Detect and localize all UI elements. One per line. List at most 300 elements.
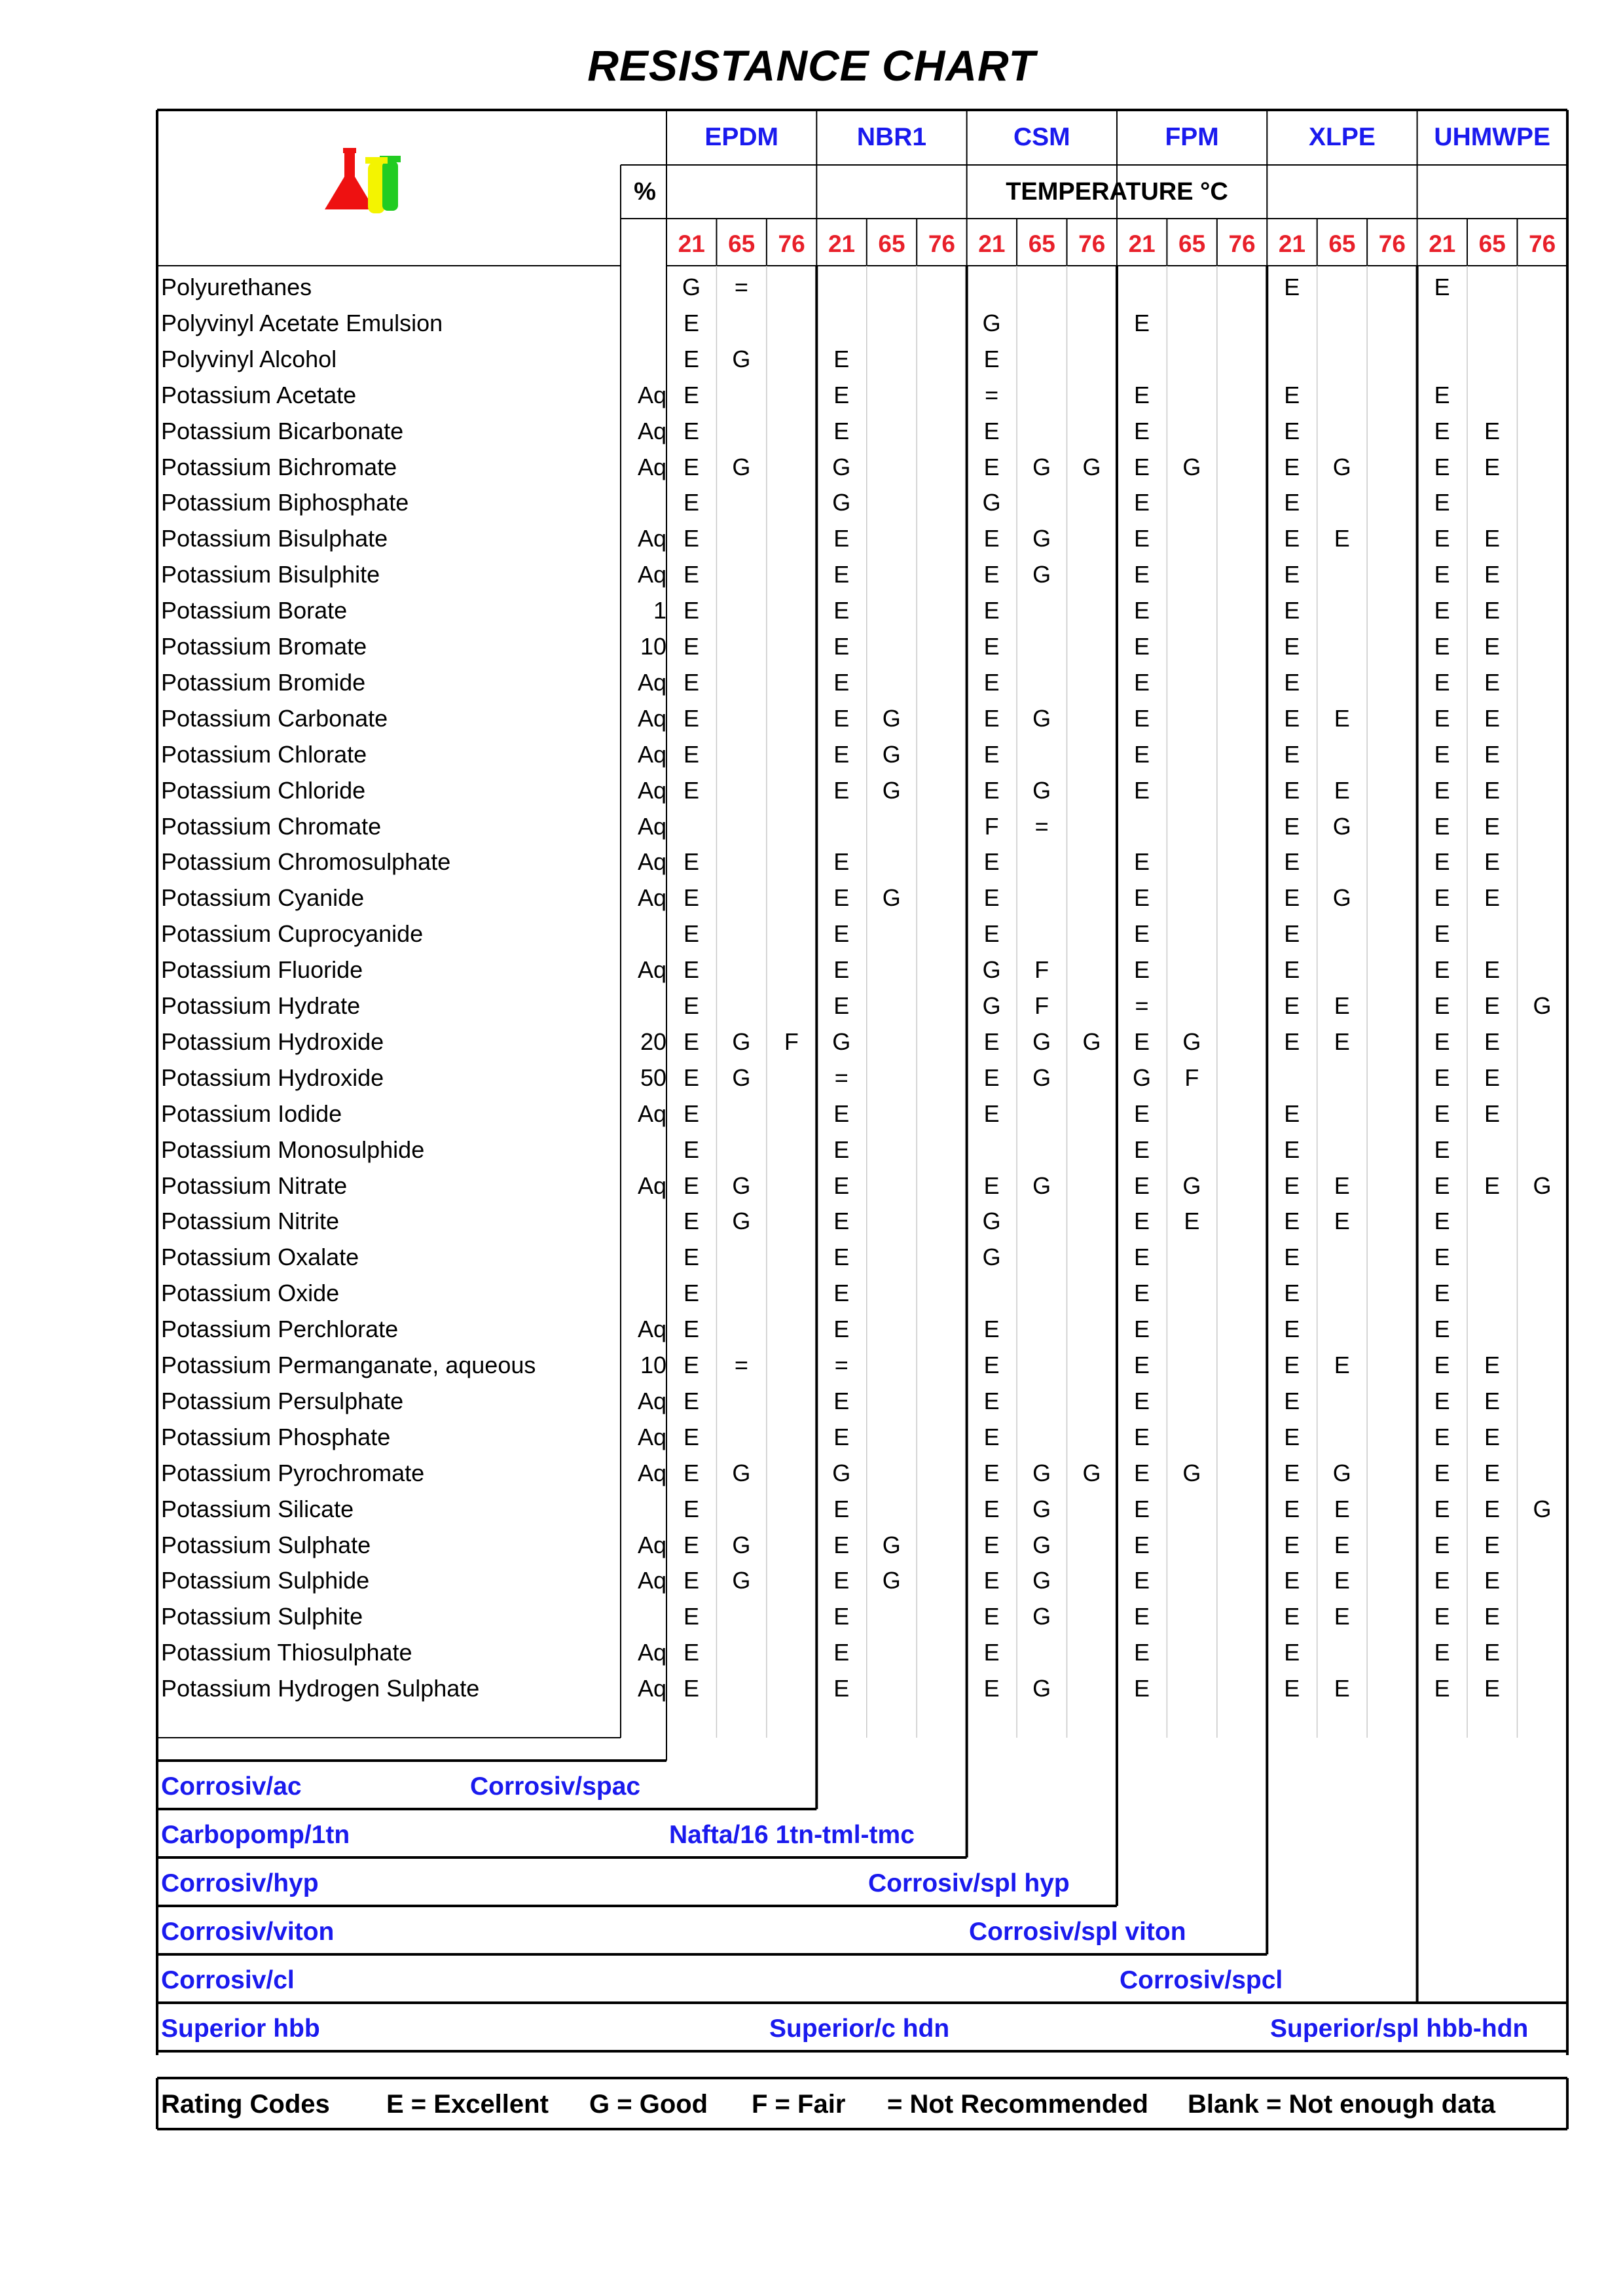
material-header-xlpe: XLPE (1308, 123, 1376, 151)
rating-cell: E (833, 1387, 850, 1414)
rating-cell: E (983, 740, 1000, 768)
rating-cell: E (1184, 1208, 1200, 1235)
rating-cell: E (833, 1280, 850, 1307)
chemical-name: Potassium Bicarbonate (161, 417, 404, 444)
rating-cell: G (1533, 1172, 1552, 1199)
rating-cell: E (1284, 1208, 1300, 1235)
rating-cell: E (1484, 668, 1501, 696)
rating-cell: E (1133, 525, 1150, 552)
rating-cell: G (1032, 453, 1051, 480)
rating-cell: E (1334, 1495, 1350, 1522)
rating-cell: E (983, 1352, 1000, 1378)
footer-code-label: Corrosiv/cl (161, 1966, 295, 1994)
rating-cell: = (1034, 812, 1049, 840)
rating-cell: E (1434, 704, 1450, 732)
rating-cell: E (1133, 956, 1150, 984)
rating-cell: E (683, 1316, 699, 1343)
rating-cell: E (983, 1316, 1000, 1343)
chemical-name: Potassium Bichromate (161, 453, 397, 480)
footer-code-label: Corrosiv/spac (470, 1772, 641, 1801)
rating-cell: E (1434, 1639, 1450, 1666)
temperature-subheader: 65 (1028, 230, 1055, 257)
chemical-name: Potassium Nitrite (161, 1208, 340, 1235)
chemical-name: Potassium Pyrochromate (161, 1459, 425, 1486)
rating-cell: E (1133, 1531, 1150, 1558)
rating-cell: E (683, 1028, 699, 1055)
concentration-cell: 10 (640, 633, 666, 660)
chemical-name: Polyvinyl Alcohol (161, 345, 337, 372)
rating-cell: E (1434, 1280, 1450, 1307)
temperature-subheader: 21 (678, 230, 705, 257)
rating-cell: E (983, 1064, 1000, 1091)
rating-cell: G (982, 1244, 1001, 1271)
rating-cell: G (732, 345, 751, 372)
rating-cell: E (1133, 417, 1150, 444)
rating-cell: E (1284, 1028, 1300, 1055)
rating-cell: E (983, 1387, 1000, 1414)
rating-cell: G (982, 992, 1001, 1019)
rating-cell: E (983, 920, 1000, 948)
rating-cell: E (1434, 1495, 1450, 1522)
rating-cell: E (1334, 1567, 1350, 1594)
chemical-name: Potassium Sulphide (161, 1567, 370, 1594)
rating-cell: E (1434, 1567, 1450, 1594)
rating-cell: G (682, 274, 701, 300)
rating-cell: E (983, 1028, 1000, 1055)
rating-cell: E (833, 417, 850, 444)
rating-cell: E (1434, 453, 1450, 480)
rating-cell: E (1284, 1567, 1300, 1594)
rating-cell: E (683, 1603, 699, 1630)
rating-cell: E (1133, 453, 1150, 480)
rating-cell: E (1484, 956, 1501, 984)
chemical-name: Potassium Sulphite (161, 1603, 363, 1630)
rating-cell: E (833, 992, 850, 1019)
rating-cell: E (683, 417, 699, 444)
rating-cell: E (1484, 812, 1501, 840)
chemical-name: Potassium Thiosulphate (161, 1639, 412, 1666)
rating-cell: G (882, 740, 901, 768)
rating-cell: E (1484, 1639, 1501, 1666)
rating-cell: E (1284, 489, 1300, 516)
rating-cell: G (882, 704, 901, 732)
rating-cell: E (1284, 1316, 1300, 1343)
rating-cell: E (683, 309, 699, 336)
rating-cell: G (1032, 1531, 1051, 1558)
rating-cell: G (1032, 704, 1051, 732)
footer-code-label: Superior hbb (161, 2015, 320, 2043)
rating-cell: G (1032, 1567, 1051, 1594)
rating-cell: E (1484, 1064, 1501, 1091)
concentration-cell: Aq (637, 1316, 666, 1343)
rating-cell: E (983, 1459, 1000, 1486)
rating-cell: E (1484, 453, 1501, 480)
rating-cell: E (983, 345, 1000, 372)
rating-cell: E (683, 1639, 699, 1666)
rating-cell: E (1434, 884, 1450, 912)
rating-cell: = (834, 1352, 848, 1378)
rating-cell: G (1032, 1028, 1051, 1055)
rating-cell: E (1434, 956, 1450, 984)
chemical-name: Potassium Chloride (161, 776, 366, 804)
temperature-subheader: 21 (1128, 230, 1156, 257)
rating-cell: E (833, 1639, 850, 1666)
rating-cell: G (1332, 884, 1351, 912)
rating-cell: E (1133, 597, 1150, 624)
rating-cell: G (1182, 1459, 1201, 1486)
rating-cell: E (683, 1423, 699, 1450)
rating-cell: E (1434, 1675, 1450, 1702)
rating-cell: E (983, 561, 1000, 588)
percent-column-header: % (634, 178, 656, 206)
concentration-cell: 1 (653, 597, 666, 624)
rating-cell: E (1434, 992, 1450, 1019)
rating-cell: E (683, 633, 699, 660)
rating-cell: E (683, 668, 699, 696)
rating-cell: E (1284, 1639, 1300, 1666)
rating-cell: E (983, 704, 1000, 732)
rating-cell: E (1133, 1280, 1150, 1307)
rating-cell: E (1133, 848, 1150, 876)
rating-cell: E (983, 1675, 1000, 1702)
rating-cell: E (983, 884, 1000, 912)
rating-cell: G (1032, 1064, 1051, 1091)
rating-cell: G (1082, 453, 1101, 480)
concentration-cell: Aq (637, 956, 666, 984)
concentration-cell: Aq (637, 525, 666, 552)
rating-cell: E (1133, 1639, 1150, 1666)
rating-cell: G (1032, 1459, 1051, 1486)
rating-cell: E (1284, 1531, 1300, 1558)
rating-cell: E (1284, 525, 1300, 552)
rating-cell: E (683, 1280, 699, 1307)
rating-cell: E (833, 345, 850, 372)
rating-cell: E (1434, 1316, 1450, 1343)
rating-cell: E (1434, 920, 1450, 948)
rating-cell: E (1284, 776, 1300, 804)
rating-cell: E (1284, 1423, 1300, 1450)
rating-cell: E (1484, 1387, 1501, 1414)
rating-cell: E (1484, 884, 1501, 912)
rating-cell: E (1133, 381, 1150, 408)
rating-cell: E (1284, 1675, 1300, 1702)
rating-cell: E (1284, 1352, 1300, 1378)
rating-cell: E (833, 561, 850, 588)
rating-cell: E (1133, 1136, 1150, 1163)
chemical-name: Potassium Nitrate (161, 1172, 348, 1199)
rating-cell: E (833, 776, 850, 804)
rating-cell: G (1332, 1459, 1351, 1486)
chemical-name: Potassium Oxide (161, 1280, 340, 1307)
rating-cell: G (732, 453, 751, 480)
temperature-subheader: 76 (1228, 230, 1256, 257)
rating-cell: E (1434, 417, 1450, 444)
rating-cell: E (1284, 812, 1300, 840)
chemical-name: Potassium Carbonate (161, 704, 388, 732)
rating-cell: E (983, 1531, 1000, 1558)
chemical-name: Potassium Bromate (161, 633, 367, 660)
rating-cell: E (1133, 776, 1150, 804)
rating-cell: E (1284, 1136, 1300, 1163)
rating-cell: E (683, 1459, 699, 1486)
rating-cell: E (983, 1423, 1000, 1450)
rating-cell: E (833, 1567, 850, 1594)
concentration-cell: Aq (637, 884, 666, 912)
rating-cell: E (1133, 1172, 1150, 1199)
rating-cell: E (683, 561, 699, 588)
chemical-name: Potassium Bisulphate (161, 525, 388, 552)
material-header-uhmwpe: UHMWPE (1434, 123, 1551, 151)
temperature-subheader: 76 (1529, 230, 1556, 257)
rating-cell: E (833, 1244, 850, 1271)
rating-cell: E (833, 1675, 850, 1702)
rating-cell: G (832, 1028, 851, 1055)
footer-code-label: Corrosiv/spl hyp (868, 1869, 1070, 1897)
rating-cell: E (1133, 668, 1150, 696)
rating-cell: = (985, 381, 999, 408)
rating-cell: E (683, 1100, 699, 1127)
footer-code-label: Corrosiv/spcl (1120, 1966, 1283, 1994)
rating-cell: E (833, 668, 850, 696)
rating-cell: G (1332, 453, 1351, 480)
rating-cell: E (983, 1639, 1000, 1666)
concentration-cell: 10 (640, 1352, 666, 1378)
temperature-subheader: 21 (978, 230, 1006, 257)
rating-cell: E (1484, 740, 1501, 768)
concentration-cell: Aq (637, 1567, 666, 1594)
rating-cell: E (683, 489, 699, 516)
rating-cell: E (1484, 561, 1501, 588)
chemical-name: Potassium Sulphate (161, 1531, 371, 1558)
rating-cell: = (834, 1064, 848, 1091)
rating-cell: E (1484, 992, 1501, 1019)
concentration-cell: Aq (637, 668, 666, 696)
rating-cell: E (683, 956, 699, 984)
rating-cell: E (683, 1387, 699, 1414)
rating-cell: E (1484, 1603, 1501, 1630)
rating-cell: E (1434, 740, 1450, 768)
rating-cell: E (1133, 1459, 1150, 1486)
temperature-header: TEMPERATURE °C (1006, 178, 1228, 206)
temperature-subheader: 76 (928, 230, 955, 257)
rating-cell: E (1284, 740, 1300, 768)
rating-cell: E (1284, 1280, 1300, 1307)
rating-cell: G (882, 1531, 901, 1558)
chemical-name: Potassium Hydrogen Sulphate (161, 1675, 480, 1702)
rating-cell: E (1484, 525, 1501, 552)
rating-cell: G (982, 956, 1001, 984)
rating-cell: E (1484, 704, 1501, 732)
rating-cell: G (1533, 1495, 1552, 1522)
rating-cell: G (1082, 1028, 1101, 1055)
rating-cell: E (983, 776, 1000, 804)
rating-cell: E (1434, 381, 1450, 408)
page-title: RESISTANCE CHART (587, 41, 1036, 90)
rating-cell: E (1434, 489, 1450, 516)
chemical-name: Potassium Acetate (161, 381, 357, 408)
chemical-name: Potassium Bromide (161, 668, 366, 696)
rating-cell: E (1434, 776, 1450, 804)
rating-cell: E (1334, 1028, 1350, 1055)
temperature-subheader: 76 (1078, 230, 1106, 257)
concentration-cell: Aq (637, 1675, 666, 1702)
chemical-name: Potassium Chlorate (161, 740, 367, 768)
rating-cell: E (683, 1495, 699, 1522)
rating-cell: E (1133, 309, 1150, 336)
chemical-name: Polyvinyl Acetate Emulsion (161, 309, 443, 336)
rating-cell: E (833, 920, 850, 948)
rating-cell: E (1434, 1352, 1450, 1378)
rating-cell: E (983, 1603, 1000, 1630)
footer-code-label: Superior/spl hbb-hdn (1270, 2015, 1529, 2043)
rating-cell: E (1133, 633, 1150, 660)
rating-cell: E (983, 1567, 1000, 1594)
rating-cell: G (832, 1459, 851, 1486)
rating-cell: E (833, 848, 850, 876)
chemical-name: Potassium Bisulphite (161, 561, 380, 588)
concentration-cell: Aq (637, 381, 666, 408)
footer-code-label: Corrosiv/viton (161, 1918, 335, 1946)
chemical-name: Potassium Permanganate, aqueous (161, 1352, 536, 1378)
material-header-nbr1: NBR1 (856, 123, 927, 151)
rating-cell: E (1434, 1423, 1450, 1450)
rating-cell: E (683, 453, 699, 480)
rating-cell: E (1284, 453, 1300, 480)
rating-cell: G (1132, 1064, 1151, 1091)
rating-cell: E (683, 704, 699, 732)
chemical-name: Potassium Biphosphate (161, 489, 409, 516)
rating-cell: E (1284, 1387, 1300, 1414)
rating-cell: E (1484, 1423, 1501, 1450)
rating-cell: E (683, 345, 699, 372)
rating-cell: E (683, 1352, 699, 1378)
lab-glassware-icon (314, 147, 412, 219)
rating-cell: E (683, 776, 699, 804)
rating-cell: E (1133, 1567, 1150, 1594)
rating-cell: E (983, 1100, 1000, 1127)
rating-cell: E (1133, 704, 1150, 732)
concentration-cell: Aq (637, 1100, 666, 1127)
rating-cell: E (983, 525, 1000, 552)
rating-cell: E (1284, 597, 1300, 624)
rating-cell: E (983, 597, 1000, 624)
rating-cell: E (1434, 597, 1450, 624)
rating-cell: E (1284, 381, 1300, 408)
rating-cell: E (683, 1675, 699, 1702)
rating-cell: E (833, 381, 850, 408)
rating-cell: E (1284, 992, 1300, 1019)
footer-code-label: Nafta/16 1tn-tml-tmc (669, 1821, 915, 1849)
rating-cell: E (1434, 812, 1450, 840)
concentration-cell: Aq (637, 776, 666, 804)
rating-cell: E (1434, 1064, 1450, 1091)
rating-cell: E (1484, 1495, 1501, 1522)
rating-cell: E (1434, 1459, 1450, 1486)
rating-cell: E (1434, 1387, 1450, 1414)
rating-cell: E (983, 453, 1000, 480)
rating-cell: E (1133, 1244, 1150, 1271)
rating-cell: G (1032, 1495, 1051, 1522)
chemical-name: Potassium Cyanide (161, 884, 365, 912)
rating-cell: E (983, 1172, 1000, 1199)
rating-cell: E (1484, 776, 1501, 804)
concentration-cell: Aq (637, 740, 666, 768)
rating-cell: E (1434, 1603, 1450, 1630)
temperature-subheader: 65 (1178, 230, 1206, 257)
rating-cell: E (1284, 633, 1300, 660)
rating-cell: E (1484, 848, 1501, 876)
rating-cell: E (1484, 417, 1501, 444)
rating-cell: E (1133, 489, 1150, 516)
rating-cell: G (982, 309, 1001, 336)
concentration-cell: 50 (640, 1064, 666, 1091)
footer-code-label: Superior/c hdn (769, 2015, 950, 2043)
rating-cell: E (1284, 848, 1300, 876)
rating-cell: E (1334, 992, 1350, 1019)
legend-code-not-recommended: = Not Recommended (887, 2090, 1148, 2119)
material-header-fpm: FPM (1165, 123, 1219, 151)
rating-cell: E (1133, 1100, 1150, 1127)
rating-cell: G (732, 1064, 751, 1091)
chemical-name: Potassium Hydroxide (161, 1028, 384, 1055)
rating-cell: G (1182, 1028, 1201, 1055)
temperature-subheader: 21 (1278, 230, 1306, 257)
rating-cell: E (1133, 1316, 1150, 1343)
rating-cell: E (1133, 1028, 1150, 1055)
concentration-cell: Aq (637, 812, 666, 840)
rating-legend (157, 2078, 1565, 2129)
legend-title: Rating Codes (161, 2090, 330, 2119)
rating-cell: E (1484, 1172, 1501, 1199)
rating-cell: G (732, 1028, 751, 1055)
rating-cell: G (1032, 525, 1051, 552)
rating-cell: E (683, 1567, 699, 1594)
rating-cell: E (1484, 1675, 1501, 1702)
concentration-cell: Aq (637, 848, 666, 876)
rating-cell: E (1434, 1531, 1450, 1558)
rating-cell: E (1434, 633, 1450, 660)
rating-cell: = (734, 274, 748, 300)
rating-cell: E (1484, 633, 1501, 660)
rating-cell: E (683, 1172, 699, 1199)
rating-cell: E (1334, 1208, 1350, 1235)
rating-cell: G (882, 1567, 901, 1594)
rating-cell: E (833, 597, 850, 624)
rating-cell: E (833, 1603, 850, 1630)
concentration-cell: Aq (637, 1459, 666, 1486)
rating-cell: E (1334, 1531, 1350, 1558)
rating-cell: F (784, 1028, 799, 1055)
temperature-subheader: 65 (878, 230, 905, 257)
legend-code-blank: Blank = Not enough data (1188, 2090, 1496, 2119)
rating-cell: E (1434, 1028, 1450, 1055)
rating-cell: E (1434, 274, 1450, 300)
rating-cell: E (1434, 525, 1450, 552)
rating-cell: E (1434, 1208, 1450, 1235)
chemical-name: Potassium Phosphate (161, 1423, 391, 1450)
rating-cell: E (683, 597, 699, 624)
concentration-cell: Aq (637, 1387, 666, 1414)
temperature-subheader: 65 (1328, 230, 1356, 257)
rating-cell: E (1334, 1352, 1350, 1378)
concentration-cell: Aq (637, 1531, 666, 1558)
rating-cell: E (683, 525, 699, 552)
concentration-cell: Aq (637, 417, 666, 444)
rating-cell: E (833, 740, 850, 768)
rating-cell: G (1032, 1172, 1051, 1199)
legend-code-excellent: E = Excellent (386, 2090, 549, 2119)
rating-cell: G (1032, 776, 1051, 804)
